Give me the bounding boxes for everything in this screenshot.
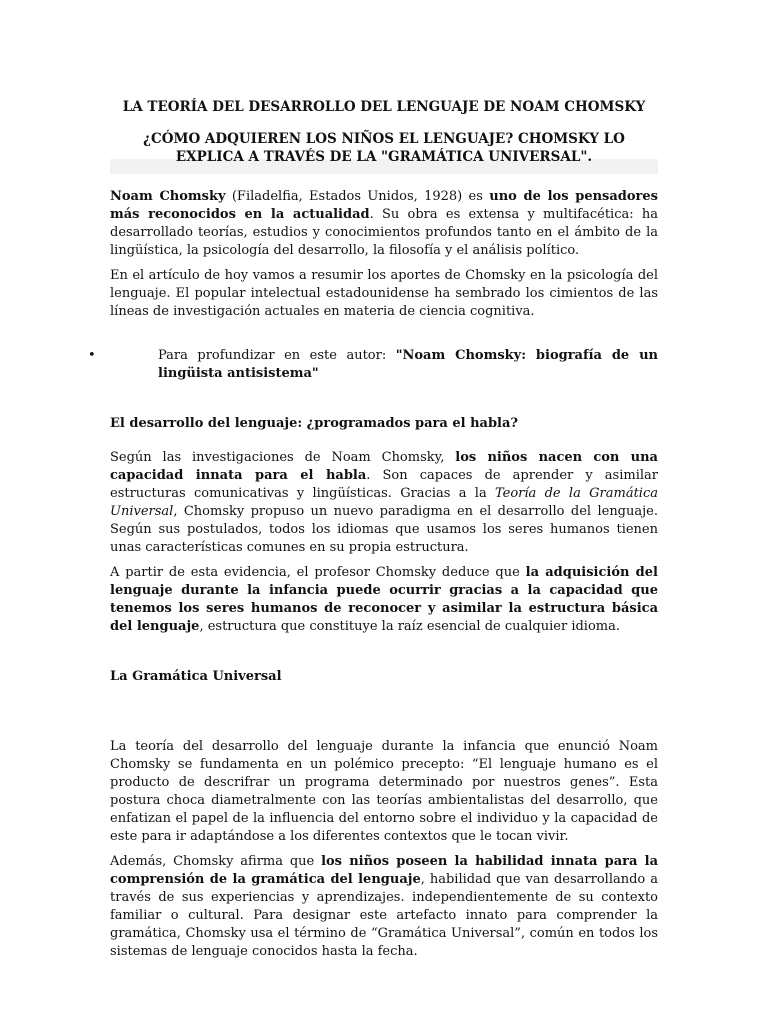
intro-text-rest: . Su obra es extensa y multifacética: ha desarrollado teorías, estudios y conocimientos profundos tanto en el ámbito de la lingüística, la psicología del desarrollo, la filosofía y el análisis político. [110, 207, 658, 258]
section-heading-desarrollo: El desarrollo del lenguaje: ¿programados para el habla? [110, 416, 519, 431]
bullet-prefix: Para profundizar en este autor: [158, 348, 396, 363]
s1p1-mid: . Son capaces de aprender y asimilar estructuras comunicativas y lingüísticas. Gracias a la [110, 468, 658, 501]
s1p2-lead: A partir de esta evidencia, el profesor Chomsky deduce que [110, 565, 526, 580]
subtitle-block [110, 130, 658, 166]
bullet-icon: • [88, 348, 96, 363]
s1p1-bold: los niños nacen con una capacidad innata para el habla [110, 450, 658, 483]
s2p2-rest: , habilidad que van desarrollando a través de sus experiencias y aprendizajes. independientemente de su contexto familiar o cultural. Para designar este artefacto innato para comprender la gramática, Chomsky usa el término de “Gramática Universal”, común en todos los sistemas de lenguaje conocidos hasta la fecha. [110, 872, 658, 959]
s1p2-rest: , estructura que constituye la raíz esencial de cualquier idioma. [199, 619, 621, 634]
s1p1-italic: Teoría de la Gramática Universal [110, 486, 658, 519]
bullet-text [110, 347, 658, 383]
section1-paragraph-1 [110, 449, 658, 557]
section1-paragraph-2 [110, 564, 658, 636]
document-title: LA TEORÍA DEL DESARROLLO DEL LENGUAJE DE NOAM CHOMSKY [122, 99, 646, 115]
section2-paragraph-1: La teoría del desarrollo del lenguaje durante la infancia que enunció Noam Chomsky se fundamenta en un polémico precepto: “El lenguaje humano es el producto de descrifrar un programa determinado por nuestros genes”. Esta postura choca diametralmente con las teorías ambientalistas del desarrollo, que enfatizan el papel de la influencia del entorno sobre el individuo y la capacidad de este para ir adaptándose a los diferentes contextos que le tocan vivir. [110, 739, 658, 844]
s2p2-lead: Además, Chomsky afirma que [110, 854, 322, 869]
document-subtitle: ¿CÓMO ADQUIEREN LOS NIÑOS EL LENGUAJE? CHOMSKY LO EXPLICA A TRAVÉS DE LA "GRAMÁTICA UNIVERSAL". [143, 131, 625, 165]
s1p2-bold: la adquisición del lenguaje durante la infancia puede ocurrir gracias a la capacidad que tenemos los seres humanos de reconocer y asimilar la estructura básica del lenguaje [110, 565, 658, 634]
list-item [88, 347, 658, 383]
intro-text: (Filadelfia, Estados Unidos, 1928) es [225, 189, 490, 204]
section2-paragraph-2 [110, 853, 658, 961]
s2p2-bold: los niños poseen la habilidad innata para la comprensión de la gramática del lenguaje [110, 854, 659, 887]
author-name: Noam Chomsky [110, 189, 226, 204]
intro-paragraph-1 [110, 188, 658, 260]
s1p1-rest: , Chomsky propuso un nuevo paradigma en el desarrollo del lenguaje. Según sus postulados, todos los idiomas que usamos los seres humanos tienen unas características comunes en su propia estructura. [110, 504, 658, 555]
intro-bold-phrase: uno de los pensadores más reconocidos en la actualidad [110, 189, 658, 222]
section-heading-gramatica: La Gramática Universal [110, 669, 282, 684]
intro-paragraph-2: En el artículo de hoy vamos a resumir los aportes de Chomsky en la psicología del lenguaje. El popular intelectual estadounidense ha sembrado los cimientos de las líneas de investigación actuales en materia de ciencia cognitiva. [110, 268, 658, 319]
biography-link[interactable]: "Noam Chomsky: biografía de un lingüista antisistema" [158, 348, 658, 381]
s1p1-lead: Según las investigaciones de Noam Chomsky, [110, 450, 456, 465]
